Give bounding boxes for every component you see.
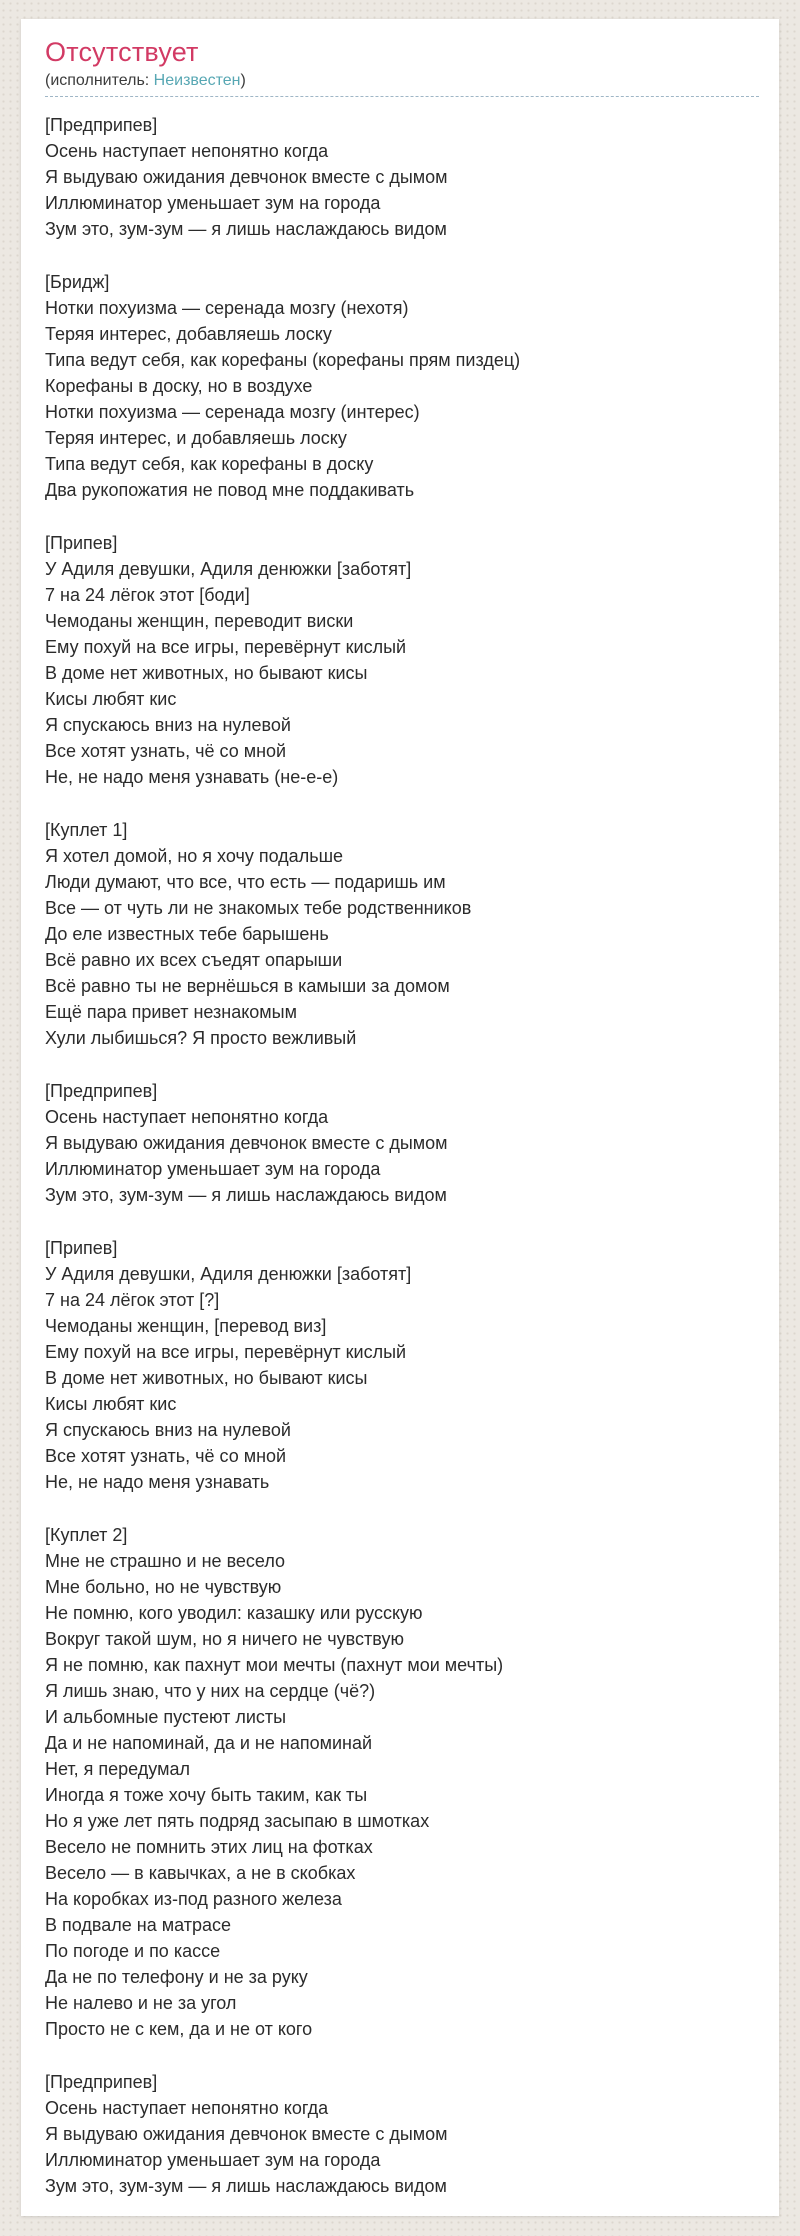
lyrics-section: [45, 1078, 759, 1208]
lyrics-line: Корефаны в доску, но в воздухе: [45, 376, 313, 396]
lyrics-line: Типа ведут себя, как корефаны в доску: [45, 454, 374, 474]
lyrics-section-header: [Куплет 1]: [45, 820, 128, 840]
lyrics-line: В доме нет животных, но бывают кисы: [45, 1368, 368, 1388]
lyrics-line: 7 на 24 лёгок этот [боди]: [45, 585, 250, 605]
lyrics-section-header: [Куплет 2]: [45, 1525, 128, 1545]
lyrics-section: [45, 112, 759, 242]
lyrics-line: По погоде и по кассе: [45, 1941, 221, 1961]
lyrics-line: Я спускаюсь вниз на нулевой: [45, 1420, 291, 1440]
dashed-separator: [45, 96, 759, 97]
lyrics-section: [45, 1522, 759, 2042]
lyrics-line: Иногда я тоже хочу быть таким, как ты: [45, 1785, 368, 1805]
lyrics-line: Хули лыбишься? Я просто вежливый: [45, 1028, 357, 1048]
lyrics-line: В доме нет животных, но бывают кисы: [45, 663, 368, 683]
lyrics-line: Иллюминатор уменьшает зум на города: [45, 2150, 381, 2170]
lyrics-line: Осень наступает непонятно когда: [45, 141, 329, 161]
lyrics-line: Чемоданы женщин, [перевод виз]: [45, 1316, 327, 1336]
lyrics-line: Теряя интерес, и добавляешь лоску: [45, 428, 347, 448]
lyrics-line: Теряя интерес, добавляешь лоску: [45, 324, 332, 344]
lyrics-line: Да и не напоминай, да и не напоминай: [45, 1733, 373, 1753]
artist-paren-close: ): [240, 72, 246, 89]
lyrics-line: Весело не помнить этих лиц на фотках: [45, 1837, 373, 1857]
lyrics-line: Кисы любят кис: [45, 689, 177, 709]
lyrics-section: [45, 269, 759, 503]
lyrics-line: Два рукопожатия не повод мне поддакивать: [45, 480, 415, 500]
lyrics-line: Я выдуваю ожидания девчонок вместе с дымом: [45, 2124, 448, 2144]
lyrics-line: Нотки похуизма — серенада мозгу (интерес): [45, 402, 420, 422]
lyrics-line: Зум это, зум-зум — я лишь наслаждаюсь видом: [45, 219, 447, 239]
lyrics-line: Всё равно ты не вернёшься в камыши за домом: [45, 976, 450, 996]
lyrics-card: [21, 19, 779, 2216]
lyrics-section-header: [Предприпев]: [45, 1081, 158, 1101]
lyrics-line: Осень наступает непонятно когда: [45, 1107, 329, 1127]
lyrics-line: Типа ведут себя, как корефаны (корефаны прям пиздец): [45, 350, 521, 370]
lyrics-line: Не налево и не за угол: [45, 1993, 237, 2013]
lyrics-line: Нет, я передумал: [45, 1759, 190, 1779]
lyrics-line: Ему похуй на все игры, перевёрнут кислый: [45, 637, 407, 657]
lyrics-section: [45, 817, 759, 1051]
lyrics-section: [45, 1235, 759, 1495]
lyrics-line: Все — от чуть ли не знакомых тебе родственников: [45, 898, 472, 918]
lyrics-line: Да не по телефону и не за руку: [45, 1967, 308, 1987]
lyrics-section-header: [Предприпев]: [45, 115, 158, 135]
lyrics-line: Все хотят узнать, чё со мной: [45, 741, 287, 761]
lyrics-line: Вокруг такой шум, но я ничего не чувствую: [45, 1629, 404, 1649]
lyrics-text: [45, 112, 759, 2199]
lyrics-section-header: [Припев]: [45, 533, 118, 553]
lyrics-line: У Адиля девушки, Адиля денюжки [заботят]: [45, 1264, 412, 1284]
lyrics-line: Я лишь знаю, что у них на сердце (чё?): [45, 1681, 376, 1701]
lyrics-line: Иллюминатор уменьшает зум на города: [45, 193, 381, 213]
lyrics-line: Осень наступает непонятно когда: [45, 2098, 329, 2118]
artist-label: (исполнитель:: [45, 72, 150, 89]
lyrics-line: Кисы любят кис: [45, 1394, 177, 1414]
lyrics-line: Всё равно их всех съедят опарыши: [45, 950, 343, 970]
lyrics-section: [45, 2069, 759, 2199]
lyrics-section: [45, 530, 759, 790]
lyrics-line: Ему похуй на все игры, перевёрнут кислый: [45, 1342, 407, 1362]
lyrics-line: Зум это, зум-зум — я лишь наслаждаюсь видом: [45, 1185, 447, 1205]
lyrics-line: На коробках из-под разного железа: [45, 1889, 342, 1909]
lyrics-line: Чемоданы женщин, переводит виски: [45, 611, 354, 631]
lyrics-line: Мне не страшно и не весело: [45, 1551, 286, 1571]
lyrics-line: Я не помню, как пахнут мои мечты (пахнут мои мечты): [45, 1655, 504, 1675]
lyrics-line: Просто не с кем, да и не от кого: [45, 2019, 313, 2039]
artist-link[interactable]: Неизвестен: [153, 72, 241, 89]
lyrics-section-header: [Предприпев]: [45, 2072, 158, 2092]
lyrics-section-header: [Бридж]: [45, 272, 110, 292]
lyrics-line: Я спускаюсь вниз на нулевой: [45, 715, 291, 735]
lyrics-line: Но я уже лет пять подряд засыпаю в шмотках: [45, 1811, 430, 1831]
lyrics-line: Нотки похуизма — серенада мозгу (нехотя): [45, 298, 409, 318]
lyrics-line: Не помню, кого уводил: казашку или русскую: [45, 1603, 423, 1623]
lyrics-line: И альбомные пустеют листы: [45, 1707, 287, 1727]
lyrics-line: В подвале на матрасе: [45, 1915, 231, 1935]
lyrics-line: Иллюминатор уменьшает зум на города: [45, 1159, 381, 1179]
lyrics-line: Не, не надо меня узнавать (не-е-е): [45, 767, 339, 787]
lyrics-line: Зум это, зум-зум — я лишь наслаждаюсь видом: [45, 2176, 447, 2196]
lyrics-section-header: [Припев]: [45, 1238, 118, 1258]
lyrics-line: Все хотят узнать, чё со мной: [45, 1446, 287, 1466]
lyrics-line: Весело — в кавычках, а не в скобках: [45, 1863, 356, 1883]
lyrics-line: До еле известных тебе барышень: [45, 924, 329, 944]
artist-line: [45, 71, 759, 91]
lyrics-line: Я хотел домой, но я хочу подальше: [45, 846, 344, 866]
lyrics-line: У Адиля девушки, Адиля денюжки [заботят]: [45, 559, 412, 579]
lyrics-line: Ещё пара привет незнакомым: [45, 1002, 297, 1022]
page-title: Отсутствует: [45, 37, 199, 67]
lyrics-line: 7 на 24 лёгок этот [?]: [45, 1290, 220, 1310]
lyrics-line: Мне больно, но не чувствую: [45, 1577, 282, 1597]
lyrics-line: Я выдуваю ожидания девчонок вместе с дымом: [45, 1133, 448, 1153]
lyrics-line: Люди думают, что все, что есть — подаришь им: [45, 872, 446, 892]
lyrics-line: Я выдуваю ожидания девчонок вместе с дымом: [45, 167, 448, 187]
lyrics-line: Не, не надо меня узнавать: [45, 1472, 270, 1492]
